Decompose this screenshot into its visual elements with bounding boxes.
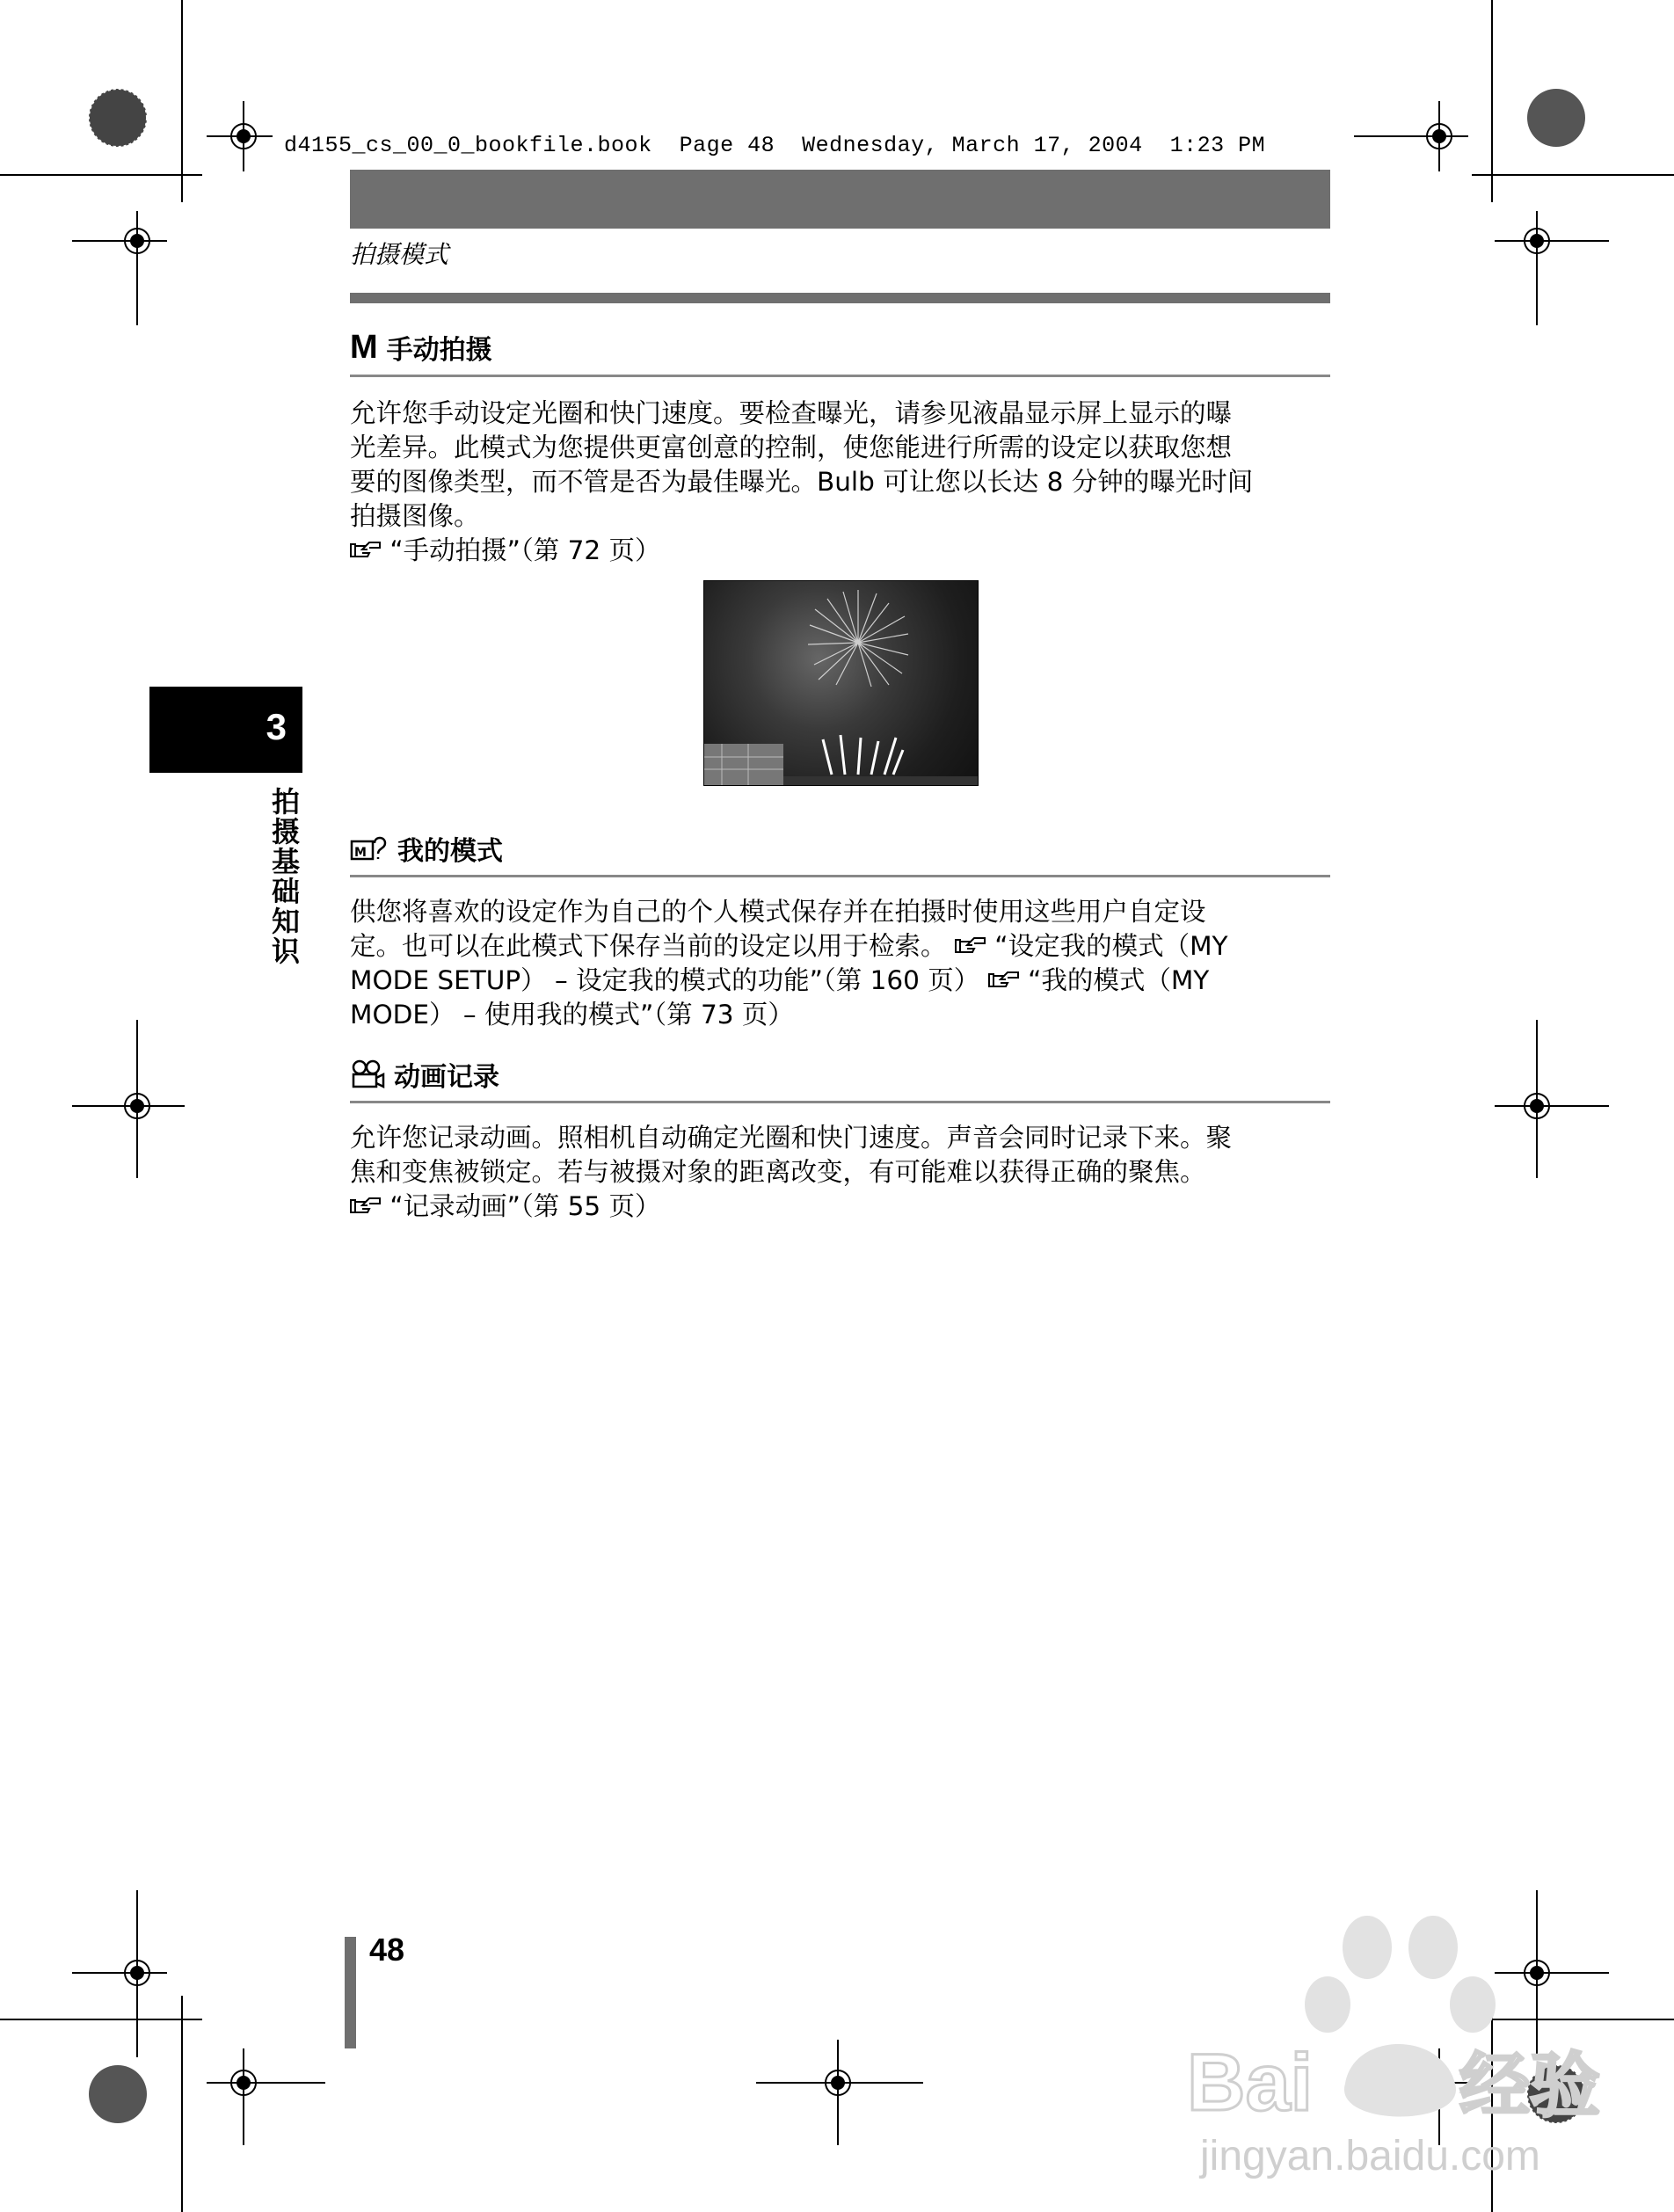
reference-text: “手动拍摄”（第 72 页） [389,535,661,565]
body-line: 允许您记录动画。照相机自动确定光圈和快门速度。声音会同时记录下来。聚 [350,1123,1233,1153]
chapter-title-vertical: 拍摄基础知识 [267,787,301,966]
body-line: 焦和变焦被锁定。若与被摄对象的距离改变，有可能难以获得正确的聚焦。 [350,1157,1206,1187]
running-title: 拍摄模式 [350,240,449,269]
body-text: 定。也可以在此模式下保存当前的设定以用于检索。 [350,931,947,961]
my-mode-icon [350,833,389,864]
chapter-tab [149,687,302,773]
section-mymode-heading [350,829,503,868]
pointing-hand-icon [350,1196,382,1217]
body-line: 光差异。此模式为您提供更富创意的控制，使您能进行所需的设定以获取您想 [350,433,1233,462]
body-line [350,964,1330,998]
section-rule [350,1101,1330,1103]
mode-letter-m: M [350,328,378,366]
reference-text: “我的模式（MY [1028,965,1210,995]
body-line: 拍摄图像。 [350,501,480,531]
body-line [350,929,1330,964]
pointing-hand-icon [350,540,382,561]
body-line: 要的图像类型，而不管是否为最佳曝光。Bulb 可让您以长达 8 分钟的曝光时间 [350,467,1254,497]
section-manual-title: 手动拍摄 [386,335,492,366]
reference-text: “记录动画”（第 55 页） [389,1191,661,1221]
movie-camera-icon [350,1059,385,1089]
body-line: 允许您手动设定光圈和快门速度。要检查曝光，请参见液晶显示屏上显示的曝 [350,398,1233,428]
header-rule [350,293,1330,303]
body-line: MODE） – 使用我的模式”（第 73 页） [350,1000,794,1030]
section-manual-heading [350,328,492,367]
reference-text: “设定我的模式（MY [994,931,1228,961]
svg-text:Bai: Bai [1187,2038,1314,2128]
svg-text:经验: 经验 [1459,2045,1600,2127]
section-rule [350,375,1330,377]
chapter-number: 3 [266,706,287,747]
svg-text:M: M [354,846,367,860]
section-rule [350,875,1330,877]
section-mymode-body [350,895,1330,1032]
manual-reference [350,534,661,568]
pointing-hand-icon [988,970,1020,991]
movie-reference [350,1190,661,1224]
reference-text: MODE SETUP） – 设定我的模式的功能”（第 160 页） [350,965,980,995]
section-manual-body [350,397,1330,534]
fireworks-photo [703,580,979,786]
section-mymode-title: 我的模式 [397,836,503,867]
body-line: 供您将喜欢的设定作为自己的个人模式保存并在拍摄时使用这些用户自定设 [350,897,1206,927]
section-movie-heading [350,1055,499,1094]
file-info-line: d4155_cs_00_0_bookfile.book Page 48 Wednesday, March 17, 2004 1:23 PM [284,133,1266,158]
section-movie-title: 动画记录 [394,1062,499,1093]
pointing-hand-icon [955,935,986,957]
section-movie-body [350,1121,1330,1190]
page-number-bar [345,1937,356,2048]
watermark-url: jingyan.baidu.com [1200,2133,1540,2179]
page-number: 48 [369,1932,405,1968]
header-bar [350,170,1330,229]
